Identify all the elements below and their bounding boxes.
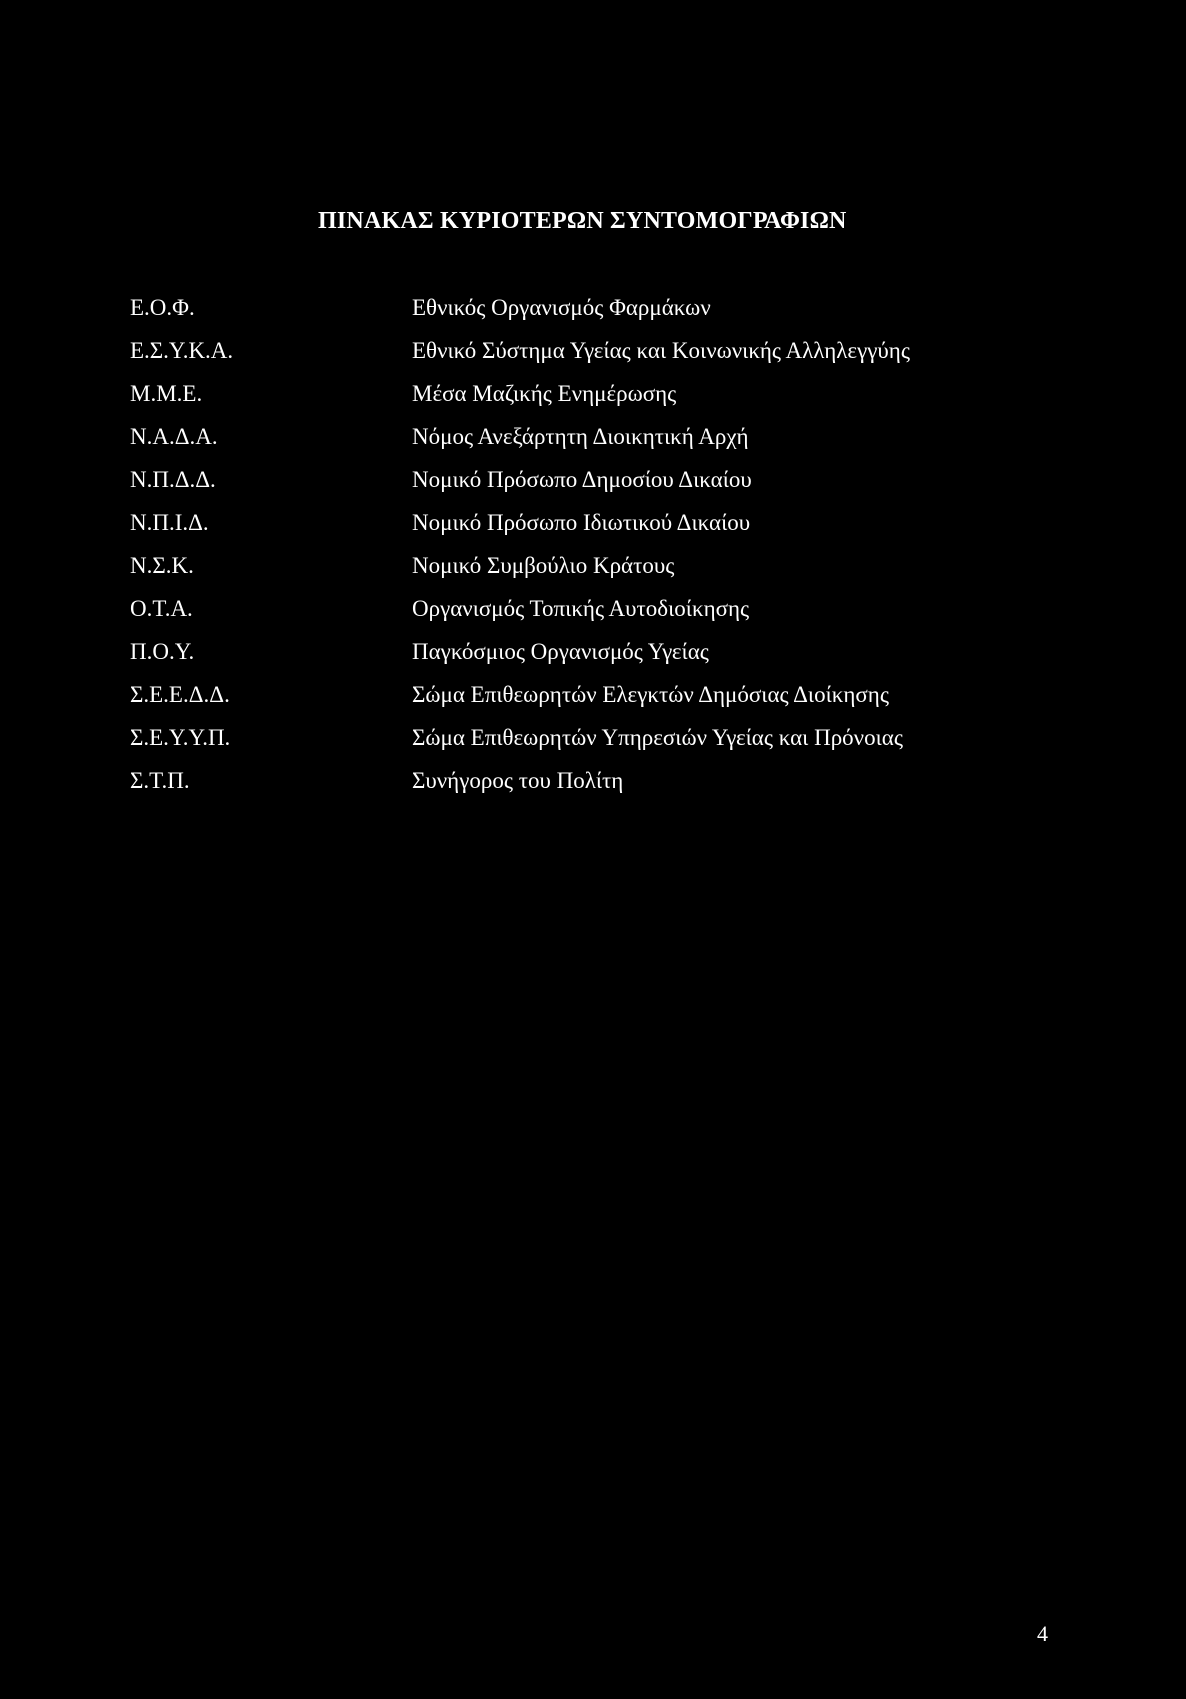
abbreviation-meaning: Νόμος Ανεξάρτητη Διοικητική Αρχή <box>412 424 749 449</box>
list-item <box>130 293 1070 336</box>
abbreviation: Ν.Π.Δ.Δ. <box>130 467 216 492</box>
abbreviation-meaning: Εθνικός Οργανισμός Φαρμάκων <box>412 295 711 320</box>
abbreviation-meaning: Νομικό Συμβούλιο Κράτους <box>412 553 675 578</box>
abbreviation-meaning: Εθνικό Σύστημα Υγείας και Κοινωνικής Αλληλεγγύης <box>412 338 910 363</box>
abbreviation-meaning: Παγκόσμιος Οργανισμός Υγείας <box>412 639 709 664</box>
abbreviation: Ν.Σ.Κ. <box>130 553 194 578</box>
list-item <box>130 766 1070 809</box>
list-item <box>130 465 1070 508</box>
abbreviation-meaning: Σώμα Επιθεωρητών Υπηρεσιών Υγείας και Πρόνοιας <box>412 725 903 750</box>
abbreviation: Ν.Α.Δ.Α. <box>130 424 218 449</box>
abbreviation: Σ.Ε.Υ.Υ.Π. <box>130 725 231 750</box>
abbreviation-meaning: Νομικό Πρόσωπο Ιδιωτικού Δικαίου <box>412 510 751 535</box>
abbreviation-meaning: Μέσα Μαζικής Ενημέρωσης <box>412 381 677 406</box>
abbreviation: Σ.Ε.Ε.Δ.Δ. <box>130 682 230 707</box>
abbreviation-meaning: Νομικό Πρόσωπο Δημοσίου Δικαίου <box>412 467 752 492</box>
list-item <box>130 637 1070 680</box>
list-item <box>130 508 1070 551</box>
abbreviation-meaning: Σώμα Επιθεωρητών Ελεγκτών Δημόσιας Διοίκησης <box>412 682 889 707</box>
list-item <box>130 551 1070 594</box>
abbreviations-list <box>130 293 1070 809</box>
list-item <box>130 680 1070 723</box>
list-item <box>130 422 1070 465</box>
abbreviation: Ε.Ο.Φ. <box>130 295 195 320</box>
list-item <box>130 594 1070 637</box>
abbreviation: Ο.Τ.Α. <box>130 596 193 621</box>
page-title: ΠΙΝΑΚΑΣ ΚΥΡΙΟΤΕΡΩΝ ΣΥΝΤΟΜΟΓΡΑΦΙΩΝ <box>318 208 847 234</box>
page-number: 4 <box>1037 1621 1048 1646</box>
abbreviation: Π.Ο.Υ. <box>130 639 195 664</box>
abbreviation: Ν.Π.Ι.Δ. <box>130 510 209 535</box>
list-item <box>130 379 1070 422</box>
abbreviation-meaning: Οργανισμός Τοπικής Αυτοδιοίκησης <box>412 596 750 621</box>
list-item <box>130 723 1070 766</box>
list-item <box>130 336 1070 379</box>
abbreviation: Ε.Σ.Υ.Κ.Α. <box>130 338 234 363</box>
abbreviation: Μ.Μ.Ε. <box>130 381 203 406</box>
abbreviation: Σ.Τ.Π. <box>130 768 190 793</box>
abbreviation-meaning: Συνήγορος του Πολίτη <box>412 768 624 793</box>
